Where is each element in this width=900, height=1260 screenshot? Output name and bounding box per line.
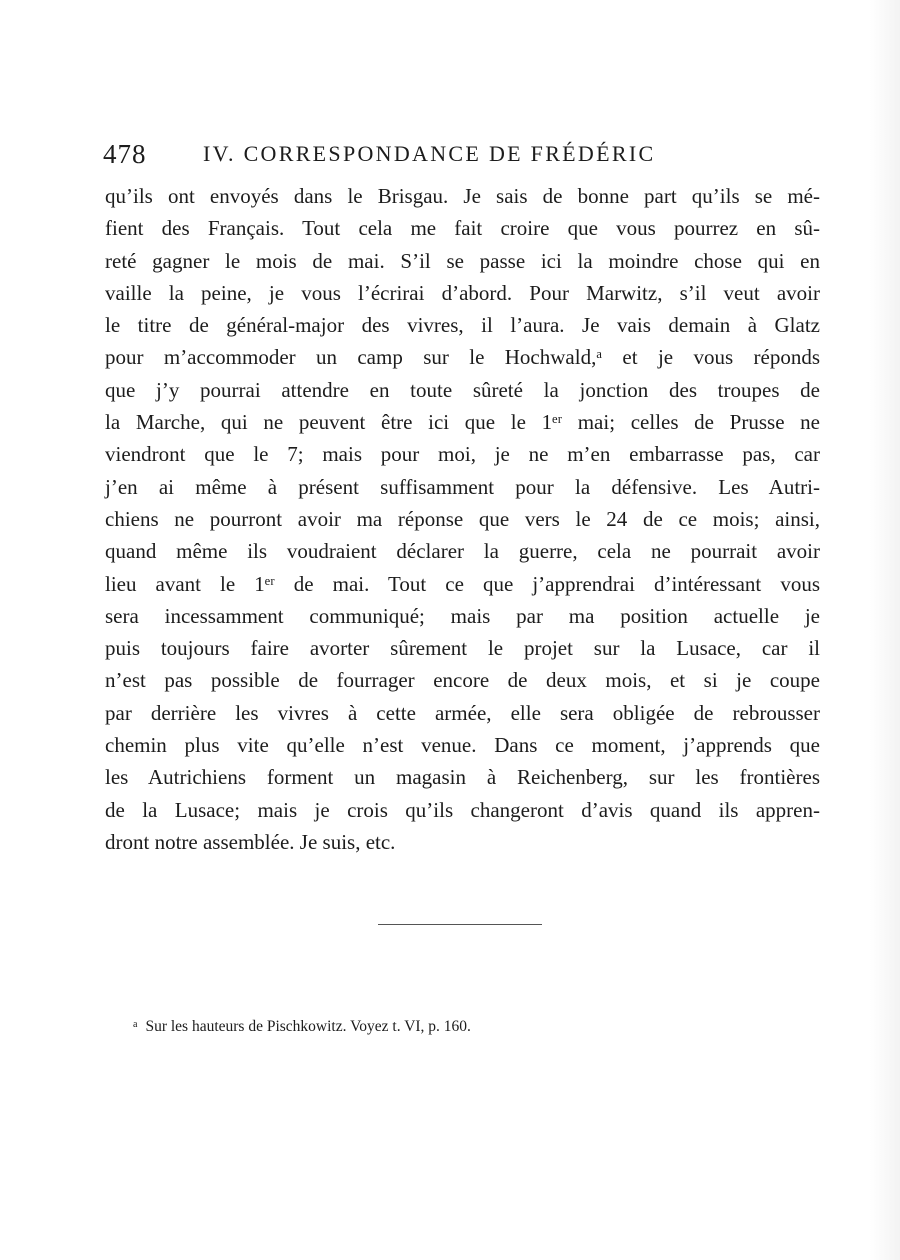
text-line: quand même ils voudraient déclarer la guerre, cela ne pourrait avoir bbox=[105, 539, 820, 564]
running-title: IV. CORRESPONDANCE DE FRÉDÉRIC bbox=[203, 141, 656, 166]
text-line: n’est pas possible de fourrager encore de deux mois, et si je coupe bbox=[105, 668, 820, 693]
separator-rule bbox=[378, 924, 542, 925]
text-line: puis toujours faire avorter sûrement le projet sur la Lusace, car il bbox=[105, 636, 820, 661]
text-line: viendront que le 7; mais pour moi, je ne m’en embarrasse pas, car bbox=[105, 442, 820, 467]
text-line: chiens ne pourront avoir ma réponse que vers le 24 de ce mois; ainsi, bbox=[105, 506, 820, 531]
text-line: par derrière les vivres à cette armée, elle sera obligée de rebrousser bbox=[105, 700, 820, 725]
page-edge-shading bbox=[870, 0, 900, 1260]
text-line: lieu avant le 1ᵉʳ de mai. Tout ce que j’apprendrai d’intéressant vous bbox=[105, 571, 820, 596]
text-line: sera incessamment communiqué; mais par ma position actuelle je bbox=[105, 603, 820, 628]
footnote-marker: a bbox=[133, 1019, 138, 1030]
text-line: j’en ai même à présent suffisamment pour la défensive. Les Autri- bbox=[105, 474, 820, 499]
footnote-text: Sur les hauteurs de Pischkowitz. Voyez t. VI, p. 160. bbox=[145, 1018, 471, 1035]
running-head bbox=[103, 139, 723, 173]
footnote bbox=[133, 1018, 471, 1036]
page-number: 478 bbox=[103, 139, 147, 169]
body-text bbox=[105, 180, 820, 858]
text-line-last: dront notre assemblée. Je suis, etc. bbox=[105, 829, 396, 854]
text-line: qu’ils ont envoyés dans le Brisgau. Je sais de bonne part qu’ils se mé- bbox=[105, 184, 820, 208]
text-line: les Autrichiens forment un magasin à Reichenberg, sur les frontières bbox=[105, 765, 820, 790]
text-line: reté gagner le mois de mai. S’il se passe ici la moindre chose qui en bbox=[105, 248, 820, 273]
text-line: la Marche, qui ne peuvent être ici que le 1ᵉʳ mai; celles de Prusse ne bbox=[105, 410, 820, 435]
text-line: pour m’accommoder un camp sur le Hochwald,ᵃ et je vous réponds bbox=[105, 345, 820, 370]
text-line: vaille la peine, je vous l’écrirai d’abord. Pour Marwitz, s’il veut avoir bbox=[105, 280, 820, 305]
text-line: fient des Français. Tout cela me fait croire que vous pourrez en sû- bbox=[105, 216, 820, 241]
text-line: que j’y pourrai attendre en toute sûreté la jonction des troupes de bbox=[105, 377, 820, 402]
text-line: de la Lusace; mais je crois qu’ils changeront d’avis quand ils appren- bbox=[105, 797, 820, 822]
text-line: le titre de général-major des vivres, il l’aura. Je vais demain à Glatz bbox=[105, 313, 820, 338]
text-line: chemin plus vite qu’elle n’est venue. Dans ce moment, j’apprends que bbox=[105, 733, 820, 758]
